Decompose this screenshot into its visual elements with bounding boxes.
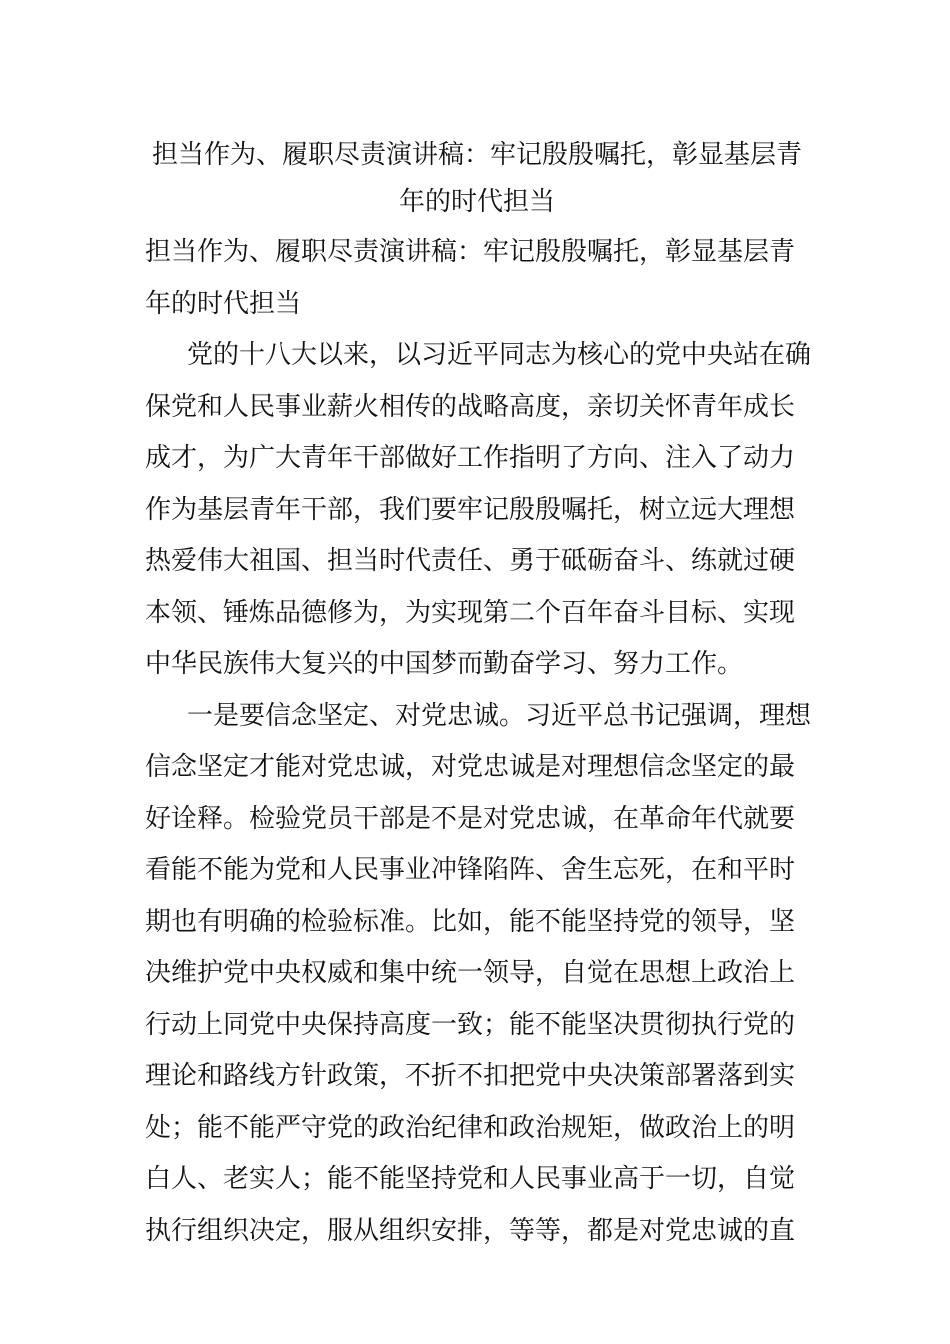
- paragraph-2-line-11: 执行组织决定，服从组织安排，等等，都是对党忠诚的直: [145, 1215, 796, 1246]
- paragraph-1-line-3: 成才，为广大青年干部做好工作指明了方向、注入了动力: [145, 443, 796, 473]
- title-line-2: 年的时代担当: [398, 187, 555, 217]
- paragraph-2-line-5: 期也有明确的检验标准。比如，能不能坚持党的领导，坚: [145, 906, 796, 937]
- paragraph-1-line-2: 保党和人民事业薪火相传的战略高度，亲切关怀青年成长: [145, 391, 796, 422]
- paragraph-2-line-4: 看能不能为党和人民事业冲锋陷阵、舍生忘死，在和平时: [145, 855, 796, 885]
- paragraph-1-line-7: 中华民族伟大复兴的中国梦而勤奋学习、努力工作。: [145, 649, 744, 679]
- paragraph-2-line-9: 处；能不能严守党的政治纪律和政治规矩，做政治上的明: [145, 1112, 796, 1143]
- document-body: [145, 227, 812, 1257]
- paragraph-1-line-4: 作为基层青年干部，我们要牢记殷殷嘱托，树立远大理想: [145, 494, 796, 525]
- paragraph-1-line-6: 本领、锤炼品德修为，为实现第二个百年奋斗目标、实现: [145, 597, 796, 628]
- heading-line-2: 年的时代担当: [145, 288, 302, 319]
- paragraph-2-line-3: 好诠释。检验党员干部是不是对党忠诚，在革命年代就要: [145, 803, 796, 834]
- paragraph-1: [145, 330, 812, 691]
- paragraph-1-line-1: 党的十八大以来，以习近平同志为核心的党中央站在确: [187, 340, 812, 370]
- paragraph-2-line-7: 行动上同党中央保持高度一致；能不能坚决贯彻执行党的: [145, 1009, 796, 1040]
- paragraph-2-line-6: 决维护党中央权威和集中统一领导，自觉在思想上政治上: [145, 958, 796, 988]
- title-line-1: 担当作为、履职尽责演讲稿：牢记殷殷嘱托，彰显基层青: [151, 140, 802, 170]
- paragraph-1-line-5: 热爱伟大祖国、担当时代责任、勇于砥砺奋斗、练就过硬: [145, 546, 796, 576]
- paragraph-2-line-1: 一是要信念坚定、对党忠诚。习近平总书记强调，理想: [187, 700, 812, 731]
- heading-line-1: 担当作为、履职尽责演讲稿：牢记殷殷嘱托，彰显基层青: [145, 237, 796, 267]
- paragraph-2-line-10: 白人、老实人；能不能坚持党和人民事业高于一切，自觉: [145, 1164, 796, 1194]
- document-title: [145, 132, 809, 226]
- paragraph-2-line-2: 信念坚定才能对党忠诚，对党忠诚是对理想信念坚定的最: [145, 752, 796, 782]
- paragraph-2-line-8: 理论和路线方针政策，不折不扣把党中央决策部署落到实: [145, 1061, 796, 1091]
- paragraph-2: [145, 691, 812, 1258]
